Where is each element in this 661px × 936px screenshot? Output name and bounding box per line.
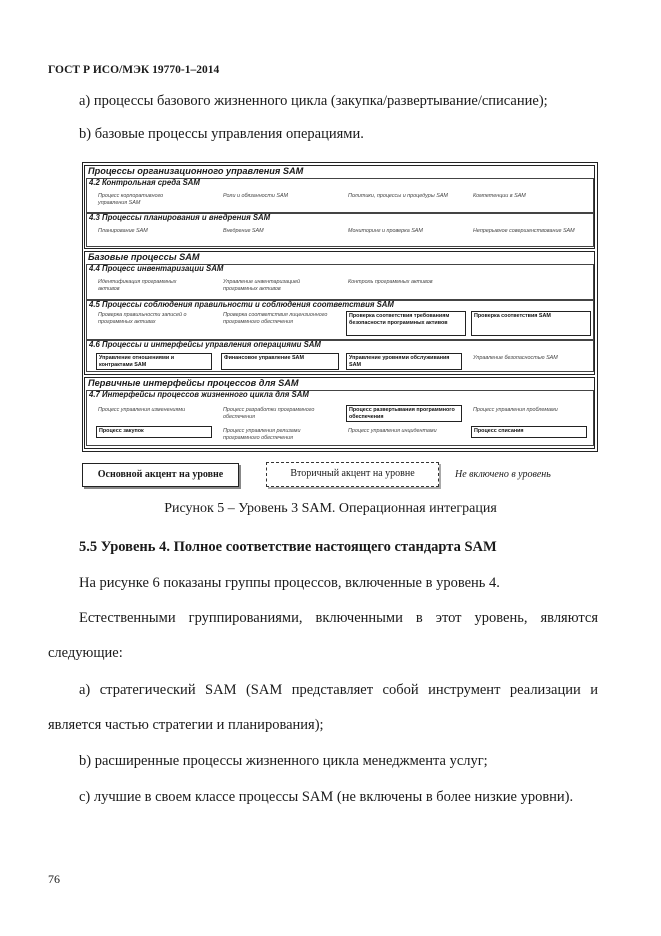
process-box-primary: Управление уровнями обслуживания SAM [346,353,462,370]
process-item: Внедрение SAM [223,228,264,234]
process-item: Процесс управления проблемами [473,407,558,413]
document-header: ГОСТ Р ИСО/МЭК 19770-1–2014 [48,64,220,76]
process-item: Компетенции в SAM [473,193,526,199]
process-box-primary: Проверка соответствия SAM [471,311,591,336]
process-item: Управление инвентаризацией программных активов [223,279,301,292]
process-box-primary: Финансовое управление SAM [221,353,339,370]
group-primary-interfaces [84,377,595,449]
subgroup-4-4 [86,264,594,300]
process-item: Процесс управления релизами программного обеспечения [223,428,301,441]
process-item: Процесс управления инцидентами [348,428,437,434]
process-item: Планирование SAM [98,228,148,234]
process-item: Управление безопасностью SAM [473,355,558,361]
process-item: Политики, процессы и процедуры SAM [348,193,448,199]
group-core [84,251,595,375]
figure-diagram [82,162,598,452]
subgroup-4-2-title: 4.2 Контрольная среда SAM [89,178,200,187]
paragraph-2-line-1: Естественными группированиями, включенными в этот уровень, являются [79,610,598,626]
process-box-primary: Управление отношениями и контрактами SAM [96,353,212,370]
subgroup-4-7 [86,390,594,446]
group-core-title: Базовые процессы SAM [88,252,200,262]
paragraph-2-line-2: следующие: [48,645,123,661]
process-item: Непрерывное совершенствование SAM [473,228,575,234]
legend-secondary-focus: Вторичный акцент на уровне [266,462,439,487]
process-item: Контроль программных активов [348,279,433,285]
subgroup-4-6-title: 4.6 Процессы и интерфейсы управления операциями SAM [89,340,321,349]
group-organizational-title: Процессы организационного управления SAM [88,166,304,176]
process-box-primary: Процесс закупок [96,426,212,438]
process-box-primary: Процесс списания [471,426,587,438]
list-item-a-line-2: является частью стратегии и планирования); [48,717,324,733]
process-item: Процесс управления изменениями [98,407,186,413]
page-number: 76 [48,872,60,886]
subgroup-4-5-title: 4.5 Процессы соблюдения правильности и соблюдения соответствия SAM [89,300,394,309]
list-item-c: c) лучшие в своем классе процессы SAM (не включены в более низкие уровни). [79,789,574,805]
legend-primary-focus: Основной акцент на уровне [82,463,239,487]
process-item: Роли и обязанности SAM [223,193,289,199]
intro-item-a: а) процессы базового жизненного цикла (закупка/развертывание/списание); [79,93,548,109]
legend-not-included: Не включено в уровень [455,469,551,480]
group-organizational [84,165,595,249]
subgroup-4-2 [86,178,594,213]
subgroup-4-7-title: 4.7 Интерфейсы процессов жизненного цикла для SAM [89,390,309,399]
subgroup-4-3-title: 4.3 Процессы планирования и внедрения SAM [89,213,271,222]
figure-caption: Рисунок 5 – Уровень 3 SAM. Операционная интеграция [164,501,497,516]
process-box-primary: Процесс развертывания программного обеспечения [346,405,462,422]
process-item: Проверка правильности записей о программных активах [98,312,187,325]
process-box-primary: Проверка соответствия требованиям безопасности программных активов [346,311,466,336]
section-title: 5.5 Уровень 4. Полное соответствие настоящего стандарта SAM [79,539,497,555]
list-item-b: b) расширенные процессы жизненного цикла менеджмента услуг; [79,753,488,769]
subgroup-4-5 [86,300,594,340]
process-item: Процесс разработки программного обеспечения [223,407,315,420]
process-item: Мониторинг и проверка SAM [348,228,423,234]
intro-item-b: b) базовые процессы управления операциями. [79,126,364,142]
group-primary-interfaces-title: Первичные интерфейсы процессов для SAM [88,378,299,388]
process-item: Идентификация программных активов [98,279,177,292]
subgroup-4-6 [86,340,594,372]
subgroup-4-3 [86,213,594,247]
subgroup-4-4-title: 4.4 Процесс инвентаризации SAM [89,264,224,273]
paragraph-1: На рисунке 6 показаны группы процессов, включенные в уровень 4. [79,575,500,591]
process-item: Процесс корпоративного управления SAM [98,193,164,206]
process-item: Проверка соответствия лицензионного программного обеспечения [223,312,328,325]
list-item-a-line-1: а) стратегический SAM (SAM представляет собой инструмент реализации и [79,682,598,698]
